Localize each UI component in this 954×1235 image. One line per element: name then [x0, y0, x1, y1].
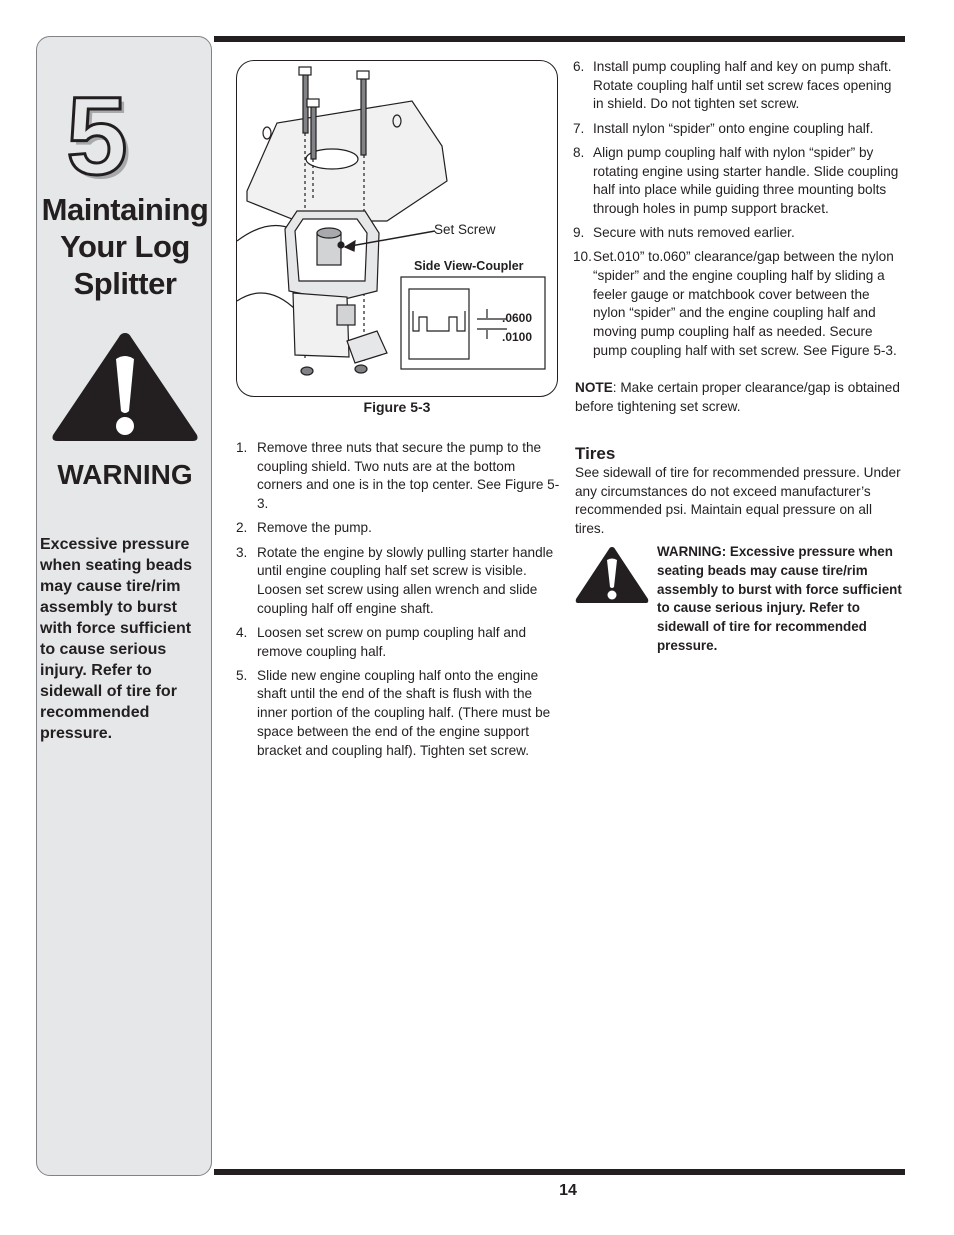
dimension-upper: .0600 [502, 311, 533, 325]
list-item [573, 58, 905, 114]
list-item [573, 144, 905, 219]
step-text: Rotate the engine by slowly pulling starter handle until engine coupling half set screw is visible. Loosen set screw using allen wrench and slide coupling half off engine shaft. [257, 544, 554, 616]
dimension-lower: .0100 [502, 330, 533, 344]
note-paragraph [575, 379, 905, 416]
top-rule [214, 36, 905, 42]
warning-triangle-icon [574, 545, 650, 610]
bottom-rule [214, 1169, 905, 1175]
list-item [236, 544, 560, 619]
step-number: 10. [573, 249, 592, 265]
page-number: 14 [559, 1182, 577, 1199]
step-number: 9. [573, 225, 585, 241]
step-number: 7. [573, 120, 585, 136]
step-number: 3. [236, 544, 248, 560]
step-number: 2. [236, 520, 248, 536]
step-number: 1. [236, 440, 248, 455]
list-item [573, 224, 905, 243]
chapter-sidebar [36, 36, 212, 1176]
step-text: Slide new engine coupling half onto the engine shaft until the end of the shaft is flush with the inner portion of the coupling half. (There must be space between the end of the engine support bracket and coupling half). Tighten set screw. [257, 667, 551, 758]
chapter-title-line: Your Log [60, 229, 190, 264]
steps-list-right [573, 58, 905, 366]
tires-body: See sidewall of tire for recommended pressure. Under any circumstances do not exceed manufacturer’s recommended psi. Maintain equal pressure on all tires. [575, 465, 901, 537]
step-text: Install pump coupling half and key on pump shaft. Rotate coupling half until set screw faces opening in shield. Do not tighten set screw. [593, 59, 892, 112]
coupling-assembly-illustration [237, 61, 558, 397]
step-number: 4. [236, 624, 248, 640]
step-text: Install nylon “spider” onto engine coupling half. [593, 120, 874, 136]
list-item [573, 120, 905, 139]
list-item [236, 519, 560, 538]
step-number: 8. [573, 144, 585, 160]
sidebar-warning-text: Excessive pressure when seating beads may cause tire/rim assembly to burst with force sufficient to cause serious injury. Refer to sidewall of tire for recommended pressure. [40, 536, 193, 742]
step-text: Secure with nuts removed earlier. [593, 225, 795, 241]
tires-heading: Tires [575, 444, 616, 463]
chapter-title [37, 191, 213, 302]
chapter-title-line: Maintaining [41, 192, 209, 227]
warning-triangle-icon [49, 329, 201, 450]
chapter-number: 5 [66, 75, 128, 198]
step-text: Remove three nuts that secure the pump to the coupling shield. Two nuts are at the bottom corners and one is in the top center. See Figure 5-3. [257, 440, 560, 512]
list-item [236, 624, 560, 661]
steps-list-left [236, 439, 560, 766]
list-item [573, 248, 905, 360]
step-text: Loosen set screw on pump coupling half and remove coupling half. [257, 624, 527, 659]
chapter-title-line: Splitter [73, 266, 177, 301]
step-text: Remove the pump. [257, 520, 372, 536]
set-screw-label: Set Screw [434, 222, 496, 237]
figure-frame [236, 60, 558, 397]
tire-warning-text: WARNING: Excessive pressure when seating beads may cause tire/rim assembly to burst with force sufficient to cause serious injury. Refer to sidewall of tire for recommended pressure. [657, 544, 902, 653]
note-label: NOTE [575, 380, 613, 395]
step-text: Align pump coupling half with nylon “spider” by rotating engine using starter handle. Slide coupling half into place while guiding three mounting bolts through holes in pump support bracket. [593, 144, 899, 216]
warning-heading: WARNING [57, 459, 193, 490]
list-item [236, 667, 560, 761]
note-text: : Make certain proper clearance/gap is obtained before tightening set screw. [575, 380, 900, 414]
step-number: 5. [236, 667, 248, 683]
step-text: Set.010” to.060” clearance/gap between the nylon “spider” and the engine coupling half by sliding a feeler gauge or matchbook cover between the nylon “spider” and the engine coupling half and moving pump coupling half as needed. Secure pump coupling half with set screw. See Figure 5-3. [593, 249, 897, 358]
side-view-label: Side View-Coupler [414, 259, 524, 273]
step-number: 6. [573, 59, 585, 74]
figure-caption: Figure 5-3 [363, 399, 431, 415]
list-item [236, 439, 560, 514]
